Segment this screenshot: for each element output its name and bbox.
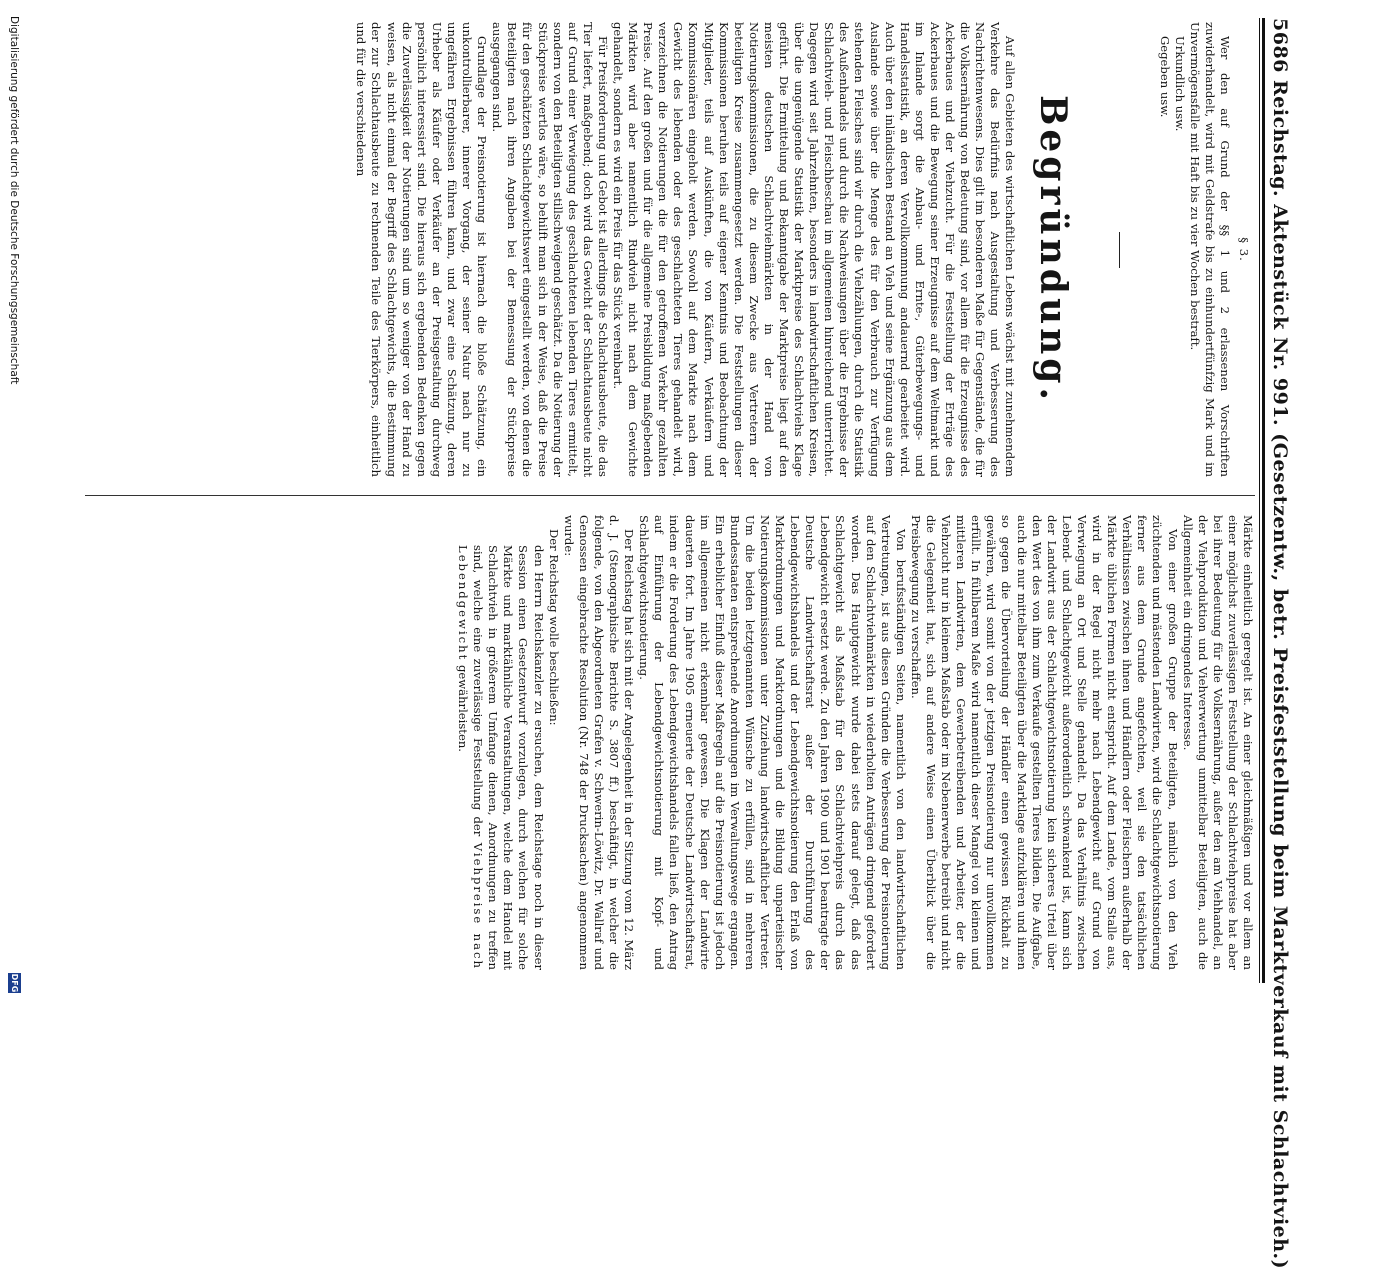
resolution-body: den Herrn Reichskanzler zu ersuchen, dem Reichstage noch in dieser Session einen Gesetzentwurf vorzulegen, durch welchen für solche Märkte und marktähnliche Veranstaltungen, welche dem Handel mit Schlachtvieh in größerem Umfange dienen, Anordnungen zu treffen sind, welche eine zuverlässige Feststellung der bbox=[471, 545, 546, 970]
left-column bbox=[353, 22, 1253, 477]
page-header: 5686 Reichstag. Aktenstück Nr. 991. (Gesetzentw., betr. Preisfeststellung beim Marktverkauf mit Schlachtvieh.) bbox=[1269, 18, 1291, 1269]
body-paragraph: Für Preisforderung und Gebot ist allerdings die Schlachtausbeute, die das Tier liefert, maßgebend; doch wird das Gewicht der Schlachtausbeute nicht auf Grund einer Verwiegung des geschlachteten lebenden Tieres ermittelt, sondern von den Beteiligten stillschweigend geschätzt. Da die Notierung der Stückpreise wertlos wäre, so behilft man sich in der Weise, daß die Preise für den geschätzten Schlachtgewichtswert eingestellt werden, von denen die Beteiligten nach ihren Angaben bei der Bemessung der Stückpreise ausgegangen sind. bbox=[490, 22, 610, 477]
section-sign: § 3. bbox=[1237, 237, 1251, 262]
body-paragraph: Märkte einheitlich geregelt ist. An einer gleichmäßigen und vor allem an einer möglichst zuverlässigen Feststellung der Schlachtviehpreise hat aber bei ihrer Bedeutung für die Volksernährung, außer den am Viehhandel, an der Viehproduktion und Viehverwertung unmittelbar Beteiligten, auch die Allgemeinheit ein dringendes Interesse. bbox=[1180, 515, 1255, 970]
resolution-emphasis: Viehpreise nach Lebendgewicht bbox=[456, 545, 486, 971]
body-paragraph: Der Reichstag hat sich mit der Angelegenheit in der Sitzung vom 12. März d. J. (Stenographische Berichte S. 3807 ff.) beschäftigt, in welcher die folgende, von den Abgeordneten Grafen v. Schwerin-Löwitz, Dr. Wallraf und Genossen eingebrachte Resolution (Nr. 748 der Drucksachen) angenommen wurde: bbox=[561, 515, 637, 970]
body-paragraph: Grundlage der Preisnotierung ist hiernach die bloße Schätzung, ein unkontrollierbarer, innerer Vorgang, der seiner Natur nach nur zu ungefähren Ergebnissen führen kann, und zwar eine Schätzung, deren Urheber als Käufer oder Verkäufer an der Preisgestaltung durchweg persönlich interessiert sind. Die hieraus sich ergebenden Bedenken gegen die Zuverlässigkeit der Notierungen sind um so weniger von der Hand zu weisen, als nicht einmal der Begriff des Schlachtgewichts, die Bestimmung der zur Schlachtausbeute zu rechnenden Teile des Tierkörpers, einheitlich und für die verschiedenen bbox=[354, 22, 490, 477]
section-title: Begründung. bbox=[1032, 94, 1075, 405]
section-divider bbox=[1119, 232, 1120, 268]
resolution-end: gewährleisten. bbox=[456, 664, 471, 752]
body-paragraph: Auf allen Gebieten des wirtschaftlichen Lebens wächst mit zunehmendem Verkehre das Bedürfnis nach Ausgestaltung und Verbesserung des Nachrichtenwesens. Dies gilt im besonderen Maße für Gegenstände, die für die Volksernährung von Bedeutung sind, vor allem für die Erzeugnisse des Ackerbaues und der Viehzucht. Für die Feststellung der Erträge des Ackerbaues und die Bewegung seiner Erzeugnisse auf dem Weltmarkt und im Inlande sorgt die Anbau- und Ernte-, Güterbewegungs- und Handelsstatistik, an deren Vervollkommnung andauernd gearbeitet wird. Auch über den inländischen Bestand an Vieh und seine Ergänzung aus dem Auslande sowie über die Menge des für den Verbrauch zur Verfügung stehenden Fleisches sind wir durch die Viehzählungen, durch die Statistik des Außenhandels und durch die Nachweisungen über die Ergebnisse der Schlachtvieh- und Fleischbeschau im allgemeinen hinreichend unterrichtet. Dagegen wird seit Jahrzehnten, besonders in landwirtschaftlichen Kreisen, über die ungenügende Statistik der Marktpreise des Schlachtviehs Klage geführt. Die Ermittelung und Bekanntgabe der Marktpreise liegt auf den meisten deutschen Schlachtviehmärkten in der Hand von Notierungskommissionen, die zu diesem Zwecke aus Vertretern der beteiligten Kreise zusammengesetzt werden. Die Feststellungen dieser Kommissionen beruhen teils auf eigener Kenntnis und Beobachtung der Mitglieder, teils auf Auskünften, die von Käufern, Verkäufern und Kommissionären eingeholt werden. Sowohl auf dem Markte nach dem Gewicht des lebenden oder des geschlachteten Tieres gehandelt wird, verzeichnen die Notierungen die für den getroffenen Verkehr gezahlten Preise. Auf den großen und für die allgemeine Preisbildung maßgebenden Märkten wird aber namentlich Rindvieh nicht nach dem Gewichte gehandelt, sondern es wird ein Preis für das Stück vereinbart. bbox=[611, 22, 1018, 477]
dfg-logo-icon: DFG bbox=[10, 973, 19, 993]
closing-line: Gegeben usw. bbox=[1157, 36, 1172, 118]
section-paragraph: Wer den auf Grund der §§ 1 und 2 erlassenen Vorschriften zuwiderhandelt, wird mit Geldstrafe bis zu einhundertfünfzig Mark und im Unvermögensfalle mit Haft bis zu vier Wochen bestraft. bbox=[1187, 22, 1232, 477]
body-paragraph: Von einer großen Gruppe der Beteiligten, nämlich von den Vieh züchtenden und mästenden Landwirten, wird die Schlachtgewichtsnotierung ferner aus dem Grunde angefochten, weil sie den tatsächlichen Verhältnissen zwischen ihnen und Händlern oder Fleischern außerhalb der Märkte üblichen Formen nicht entspricht. Auf dem Lande, vom Stalle aus, wird in der Regel nicht mehr nach Lebendgewicht auf Grund von Verwiegung an Ort und Stelle gehandelt. Da das Verhältnis zwischen Lebend- und Schlachtgewicht außerordentlich schwankend ist, kann sich der Landwirt aus der Schlachtgewichtsnotierung kein sicheres Urteil über den Wert des von ihm zum Verkaufe gestellten Tieres bilden. Die Aufgabe, auch die nur mittelbar Beteiligten über die Marktlage aufzuklären und ihnen so gegen die Übervorteilung der Händler einen gewissen Rückhalt zu gewähren, wird somit von der jetzigen Preisnotierung nur unvollkommen erfüllt. In fühlbarem Maße wird namentlich dieser Mangel von kleinen und mittleren Landwirten, dem Gewerbetreibenden und Arbeiter, der die Viehzucht nur in kleinem Maßstab oder im Nebenerwerbe betreibt und nicht die Gelegenheit hat, sich auf andere Weise einen Überblick über die Preisbewegung zu verschaffen. bbox=[908, 515, 1180, 970]
header-rule bbox=[1259, 18, 1265, 983]
body-paragraph: Der Reichstag wolle beschließen: bbox=[546, 529, 561, 726]
closing-line: Urkundlich usw. bbox=[1172, 36, 1187, 132]
column-divider bbox=[85, 495, 1255, 496]
resolution-text bbox=[455, 515, 546, 970]
footer-credit: Digitalisierung gefördert durch die Deutsche Forschungsgemeinschaft bbox=[8, 16, 20, 385]
digitization-footer bbox=[2, 0, 26, 1000]
body-paragraph: Von berufsständigen Seiten, namentlich von den landwirtschaftlichen Vertretungen, ist aus diesen Gründen die Verbesserung der Preisnotierung auf den Schlachtviehmärkten in wiederholten Anträgen dringend gefordert worden. Das Hauptgewicht wurde dabei stets darauf gelegt, daß das Schlachtgewicht als Maßstab für den Schlachtviehpreis durch das Lebendgewicht ersetzt werde. Zu den Jahren 1900 und 1901 beantragte der Deutsche Landwirtschaftsrat außer der Durchführung des Lebendgewichtshandels und der Lebendgewichtsnotierung den Erlaß von Marktordnungen und Marktordnungen und die Bildung unparteiischer Notierungskommissionen unter Zuziehung landwirtschaftlicher Vertreter. Um die beiden letztgenannten Wünsche zu erfüllen, sind in mehreren Bundesstaaten entsprechende Anordnungen im Verwaltungswege ergangen. Ein erheblicher Einfluß dieser Maßregeln auf die Preisnotierung ist jedoch im allgemeinen nicht erkennbar gewesen. Die Klagen der Landwirte dauerten fort. Im Jahre 1905 erneuerte der Deutsche Landwirtschaftsrat, indem er die Forderung des Lebendgewichtshandels fallen ließ, den Antrag auf Einführung der Lebendgewichtsnotierung mit Kopf- und Schlachtgewichtsnotierung. bbox=[637, 515, 908, 970]
right-column bbox=[455, 515, 1255, 970]
